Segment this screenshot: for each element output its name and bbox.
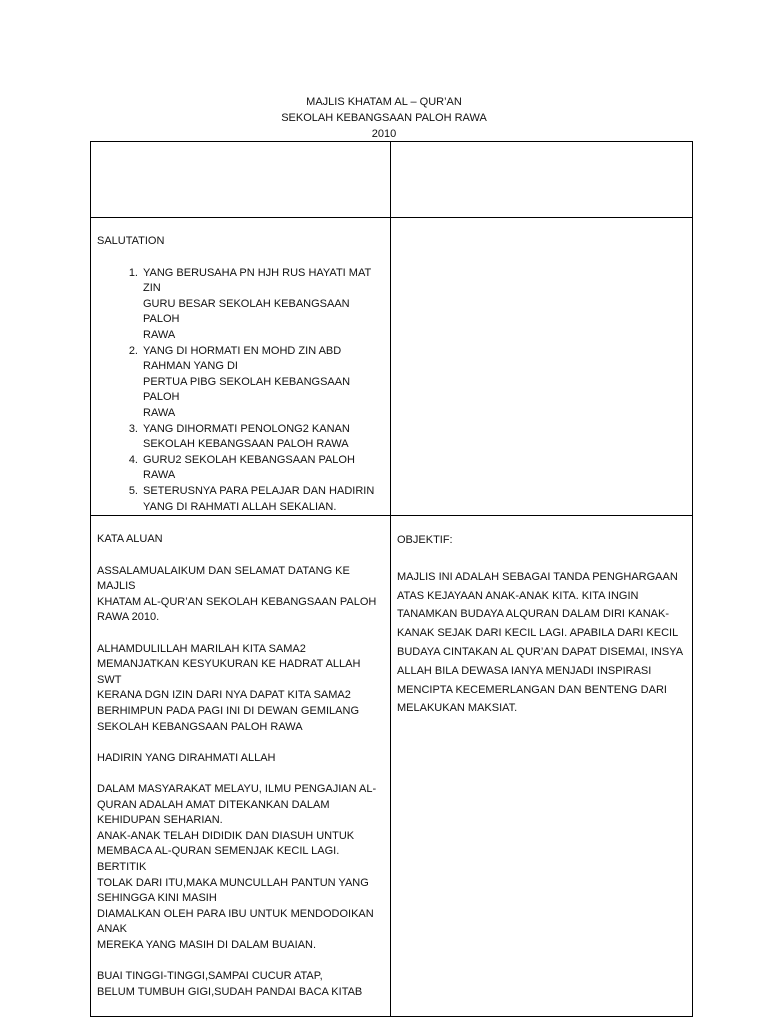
list-item [97,422,384,453]
list-item [97,344,384,422]
list-item-text: GURU2 SEKOLAH KEBANGSAAN PALOH RAWA [143,453,355,482]
list-number: 2. [128,344,138,357]
empty-cell-right [391,218,693,516]
salutation-list [97,266,384,516]
objektif-title: OBJEKTIF: [397,534,453,547]
kata-aluan-paragraph: DALAM MASYARAKAT MELAYU, ILMU PENGAJIAN AL- QURAN ADALAH AMAT DITEKANKAN DALAM KEHIDUPAN SEHARIAN. ANAK-ANAK TELAH DIDIDIK DAN DIASUH UNTUK MEMBACA AL-QURAN SEMENJAK KECIL LAGI. BERTITIK TOLAK DARI ITU,MAKA MUNCULLAH PANTUN YANG SEHINGGA KINI MASIH DIAMALKAN OLEH PARA IBU UNTUK MENDODOIKAN ANAK MEREKA YANG MASIH DI DALAM BUAIAN. [97,783,377,951]
list-number: 4. [128,453,138,466]
list-item-text: YANG DI HORMATI EN MOHD ZIN ABD RAHMAN YANG DI PERTUA PIBG SEKOLAH KEBANGSAAN PALOH RAWA [143,344,351,419]
content-table [90,141,693,1017]
list-number: 1. [128,266,138,279]
empty-cell-right [391,142,693,218]
list-number: 5. [128,484,138,497]
list-item [97,484,384,515]
salutation-cell [91,218,391,516]
school-name: SEKOLAH KEBANGSAAN PALOH RAWA [281,112,487,124]
table-row [91,142,693,218]
list-item [97,453,384,484]
pantun-verse: BUAI TINGGI-TINGGI,SAMPAI CUCUR ATAP, BELUM TUMBUH GIGI,SUDAH PANDAI BACA KITAB [97,970,363,998]
list-item [97,266,384,344]
table-row [91,516,693,1017]
list-item-text: YANG DIHORMATI PENOLONG2 KANAN SEKOLAH KEBANGSAAN PALOH RAWA [143,422,350,451]
list-number: 3. [128,422,138,435]
table-row [91,218,693,516]
empty-cell-left [91,142,391,218]
event-title: MAJLIS KHATAM AL – QUR’AN [306,96,462,108]
kata-aluan-paragraph: ASSALAMUALAIKUM DAN SELAMAT DATANG KE MAJLIS KHATAM AL-QUR’AN SEKOLAH KEBANGSAAN PALOH RAWA 2010. [97,564,377,624]
salutation-title: SALUTATION [97,235,165,247]
list-item-text: SETERUSNYA PARA PELAJAR DAN HADIRIN YANG DI RAHMATI ALLAH SEKALIAN. [143,484,375,513]
kata-aluan-cell [91,516,391,1017]
kata-aluan-paragraph: ALHAMDULILLAH MARILAH KITA SAMA2 MEMANJATKAN KESYUKURAN KE HADRAT ALLAH SWT KERANA DGN IZIN DARI NYA DAPAT KITA SAMA2 BERHIMPUN PADA PAGI INI DI DEWAN GEMILANG SEKOLAH KEBANGSAAN PALOH RAWA [97,642,361,733]
kata-aluan-title: KATA ALUAN [97,533,163,546]
objektif-body: MAJLIS INI ADALAH SEBAGAI TANDA PENGHARGAAN ATAS KEJAYAAN ANAK-ANAK KITA. KITA INGIN TANAMKAN BUDAYA ALQURAN DALAM DIRI KANAK- KANAK SEJAK DARI KECIL LAGI. APABILA DARI KECIL BUDAYA CINTAKAN AL QUR’AN DAPAT DISEMAI, INSYA ALLAH BILA DEWASA IANYA MENJADI INSPIRASI MENCIPTA KECEMERLANGAN DAN BENTENG DARI MELAKUKAN MAKSIAT. [397,570,684,715]
list-item-text: YANG BERUSAHA PN HJH RUS HAYATI MAT ZIN GURU BESAR SEKOLAH KEBANGSAAN PALOH RAWA [143,266,371,341]
kata-aluan-paragraph: HADIRIN YANG DIRAHMATI ALLAH [97,751,276,764]
document-header [0,94,768,142]
event-year: 2010 [371,128,397,140]
objektif-cell [391,516,693,1017]
